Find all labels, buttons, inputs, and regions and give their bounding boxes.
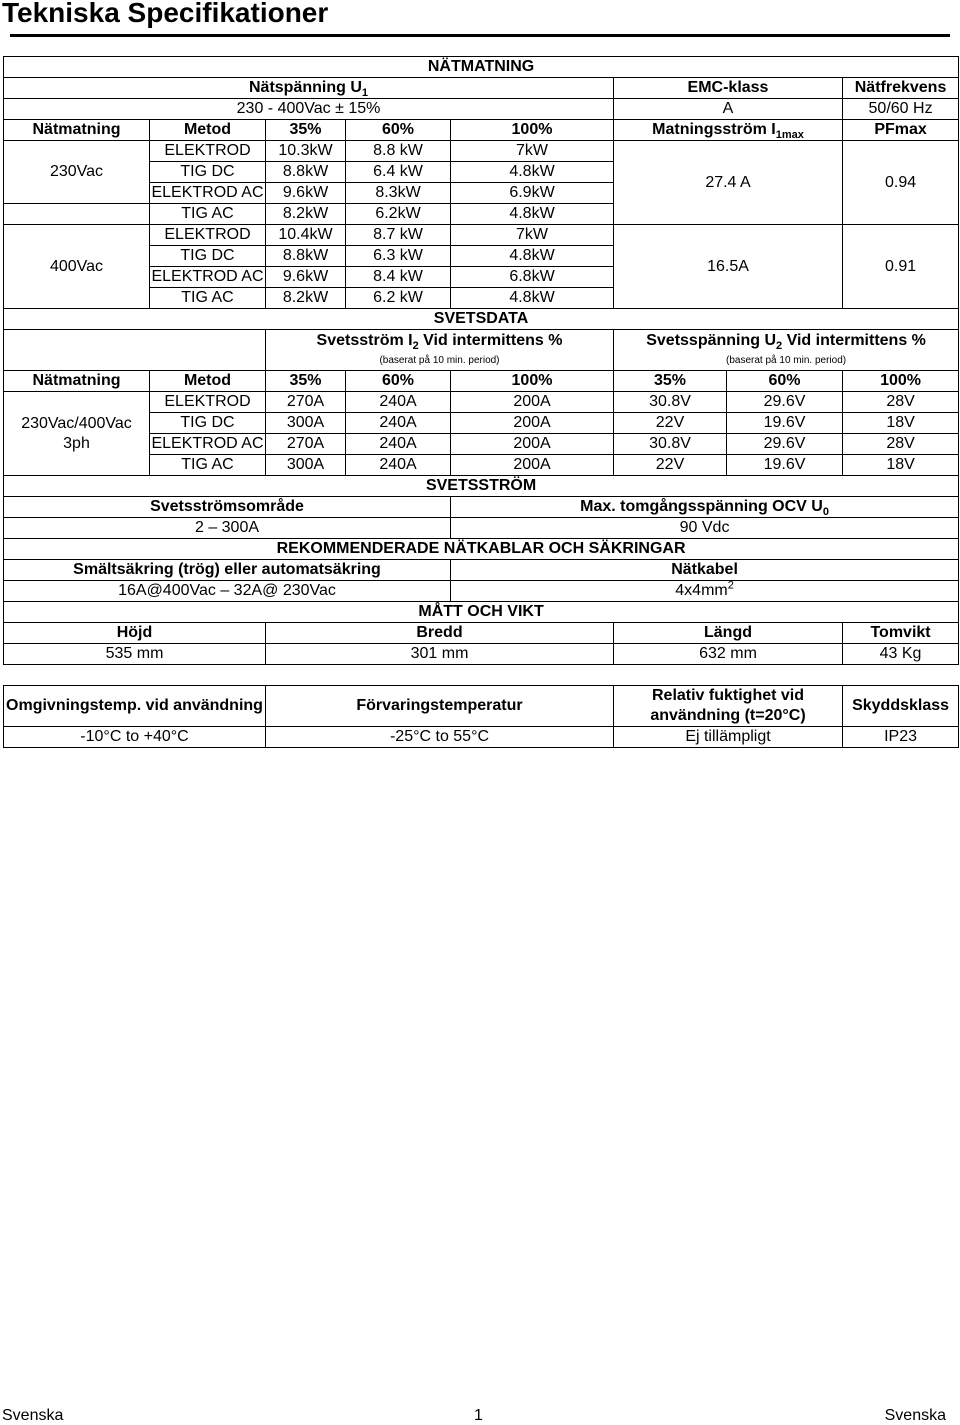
section-matt: MÅTT OCH VIKT — [4, 602, 959, 623]
value-cell: 300A — [266, 413, 346, 434]
col-header-60: 60% — [346, 120, 451, 141]
natfrekvens-label: Nätfrekvens — [843, 78, 959, 99]
col-header-u60: 60% — [727, 371, 843, 392]
forvaring-label: Förvaringstemperatur — [266, 686, 614, 727]
col-header-i100: 100% — [451, 371, 614, 392]
natkabel-label: Nätkabel — [451, 560, 959, 581]
col-header-i60: 60% — [346, 371, 451, 392]
empty-cell — [4, 330, 266, 371]
metod-cell: ELEKTROD — [150, 392, 266, 413]
value-cell: 8.8kW — [266, 162, 346, 183]
bredd-value: 301 mm — [266, 644, 614, 665]
natspanning-value: 230 - 400Vac ± 15% — [4, 99, 614, 120]
value-cell: 28V — [843, 392, 959, 413]
value-cell: 4.8kW — [451, 204, 614, 225]
value-cell: 4.8kW — [451, 246, 614, 267]
metod-cell: TIG DC — [150, 162, 266, 183]
value-cell: 300A — [266, 455, 346, 476]
spec-table — [3, 56, 959, 748]
metod-cell: ELEKTROD — [150, 225, 266, 246]
supply-230vac: 230Vac — [4, 141, 150, 204]
footer-language-left: Svenska — [2, 1407, 64, 1424]
col-header-metod: Metod — [150, 371, 266, 392]
value-cell: 22V — [614, 413, 727, 434]
value-cell: 7kW — [451, 141, 614, 162]
metod-cell: ELEKTROD AC — [150, 183, 266, 204]
sakring-label: Smältsäkring (trög) eller automatsäkring — [4, 560, 451, 581]
col-header-natmatning: Nätmatning — [4, 120, 150, 141]
emc-value: A — [614, 99, 843, 120]
value-cell: 240A — [346, 434, 451, 455]
skydd-value: IP23 — [843, 727, 959, 748]
value-cell: 6.9kW — [451, 183, 614, 204]
sakring-value: 16A@400Vac – 32A@ 230Vac — [4, 581, 451, 602]
value-cell: 200A — [451, 434, 614, 455]
value-cell: 6.4 kW — [346, 162, 451, 183]
value-cell: 8.8kW — [266, 246, 346, 267]
section-natkablar: REKOMMENDERADE NÄTKABLAR OCH SÄKRINGAR — [4, 539, 959, 560]
value-cell: 270A — [266, 434, 346, 455]
value-cell: 7kW — [451, 225, 614, 246]
vikt-label: Tomvikt — [843, 623, 959, 644]
section-svetsstrom: SVETSSTRÖM — [4, 476, 959, 497]
emc-label: EMC-klass — [614, 78, 843, 99]
fuktighet-label: Relativ fuktighet vid användning (t=20°C) — [614, 686, 843, 727]
metod-cell: TIG AC — [150, 455, 266, 476]
fuktighet-value: Ej tillämpligt — [614, 727, 843, 748]
value-cell: 18V — [843, 455, 959, 476]
svetsdata-supply: 230Vac/400Vac 3ph — [4, 392, 150, 476]
col-header-u100: 100% — [843, 371, 959, 392]
value-cell: 10.4kW — [266, 225, 346, 246]
omgivning-value: -10°C to +40°C — [4, 727, 266, 748]
col-header-pfmax: PFmax — [843, 120, 959, 141]
value-cell: 9.6kW — [266, 183, 346, 204]
omgivning-label: Omgivningstemp. vid användning — [4, 686, 266, 727]
langd-label: Längd — [614, 623, 843, 644]
metod-cell: TIG AC — [150, 204, 266, 225]
value-cell: 8.2kW — [266, 204, 346, 225]
value-cell: 240A — [346, 392, 451, 413]
title-rule — [10, 34, 950, 37]
col-header-natmatning: Nätmatning — [4, 371, 150, 392]
hojd-value: 535 mm — [4, 644, 266, 665]
col-header-metod: Metod — [150, 120, 266, 141]
value-cell: 6.8kW — [451, 267, 614, 288]
svetsstrom-header: Svetsström $I_2$ Vid intermittens % (baserat på 10 min. period) — [266, 330, 614, 371]
spacer-row — [4, 665, 959, 686]
table-row — [4, 141, 959, 162]
value-cell: 22V — [614, 455, 727, 476]
table-row — [4, 225, 959, 246]
value-cell: 30.8V — [614, 434, 727, 455]
langd-value: 632 mm — [614, 644, 843, 665]
value-cell: 200A — [451, 455, 614, 476]
value-cell: 19.6V — [727, 455, 843, 476]
value-cell: 10.3kW — [266, 141, 346, 162]
value-cell: 9.6kW — [266, 267, 346, 288]
section-natmatning: NÄTMATNING — [4, 57, 959, 78]
ocv-label: Max. tomgångsspänning OCV $U_0$ — [451, 497, 959, 518]
value-cell: 8.7 kW — [346, 225, 451, 246]
metod-cell: ELEKTROD AC — [150, 434, 266, 455]
value-cell: 6.2kW — [346, 204, 451, 225]
svetsstrom-note: (baserat på 10 min. period) — [379, 355, 500, 366]
value-cell: 8.8 kW — [346, 141, 451, 162]
value-cell: 8.4 kW — [346, 267, 451, 288]
value-cell: 270A — [266, 392, 346, 413]
footer-language-right: Svenska — [884, 1407, 946, 1424]
value-cell: 6.3 kW — [346, 246, 451, 267]
page-number: 1 — [474, 1407, 483, 1424]
page-title: Tekniska Specifikationer — [2, 0, 329, 28]
metod-cell: TIG AC — [150, 288, 266, 309]
supply-400vac: 400Vac — [4, 225, 150, 309]
col-header-u35: 35% — [614, 371, 727, 392]
table-row — [4, 392, 959, 413]
empty-cell — [4, 204, 150, 225]
value-cell: 200A — [451, 413, 614, 434]
section-svetsdata: SVETSDATA — [4, 309, 959, 330]
vikt-value: 43 Kg — [843, 644, 959, 665]
value-cell: 4.8kW — [451, 288, 614, 309]
value-cell: 28V — [843, 434, 959, 455]
svetsspanning-header: Svetsspänning $U_2$ Vid intermittens % (baserat på 10 min. period) — [614, 330, 959, 371]
skydd-label: Skyddsklass — [843, 686, 959, 727]
current-400vac: 16.5A — [614, 225, 843, 309]
value-cell: 4.8kW — [451, 162, 614, 183]
bredd-label: Bredd — [266, 623, 614, 644]
forvaring-value: -25°C to 55°C — [266, 727, 614, 748]
col-header-35: 35% — [266, 120, 346, 141]
hojd-label: Höjd — [4, 623, 266, 644]
value-cell: 19.6V — [727, 413, 843, 434]
value-cell: 18V — [843, 413, 959, 434]
metod-cell: ELEKTROD AC — [150, 267, 266, 288]
pf-230vac: 0.94 — [843, 141, 959, 225]
value-cell: 8.2kW — [266, 288, 346, 309]
metod-cell: ELEKTROD — [150, 141, 266, 162]
svetsspanning-note: (baserat på 10 min. period) — [726, 355, 847, 366]
col-header-i35: 35% — [266, 371, 346, 392]
svetsstromsomrade-label: Svetsströmsområde — [4, 497, 451, 518]
col-header-matningsstrom: Matningsström $I_{1max}$ — [614, 120, 843, 141]
natkabel-value: $4x4mm^2$ — [451, 581, 959, 602]
svetsstromsomrade-value: 2 – 300A — [4, 518, 451, 539]
col-header-100: 100% — [451, 120, 614, 141]
value-cell: 30.8V — [614, 392, 727, 413]
value-cell: 8.3kW — [346, 183, 451, 204]
metod-cell: TIG DC — [150, 246, 266, 267]
value-cell: 200A — [451, 392, 614, 413]
natfrekvens-value: 50/60 Hz — [843, 99, 959, 120]
value-cell: 6.2 kW — [346, 288, 451, 309]
value-cell: 240A — [346, 455, 451, 476]
metod-cell: TIG DC — [150, 413, 266, 434]
ocv-value: 90 Vdc — [451, 518, 959, 539]
value-cell: 240A — [346, 413, 451, 434]
value-cell: 29.6V — [727, 434, 843, 455]
pf-400vac: 0.91 — [843, 225, 959, 309]
natspanning-label: Nätspänning $U_1$ — [4, 78, 614, 99]
current-230vac: 27.4 A — [614, 141, 843, 225]
value-cell: 29.6V — [727, 392, 843, 413]
